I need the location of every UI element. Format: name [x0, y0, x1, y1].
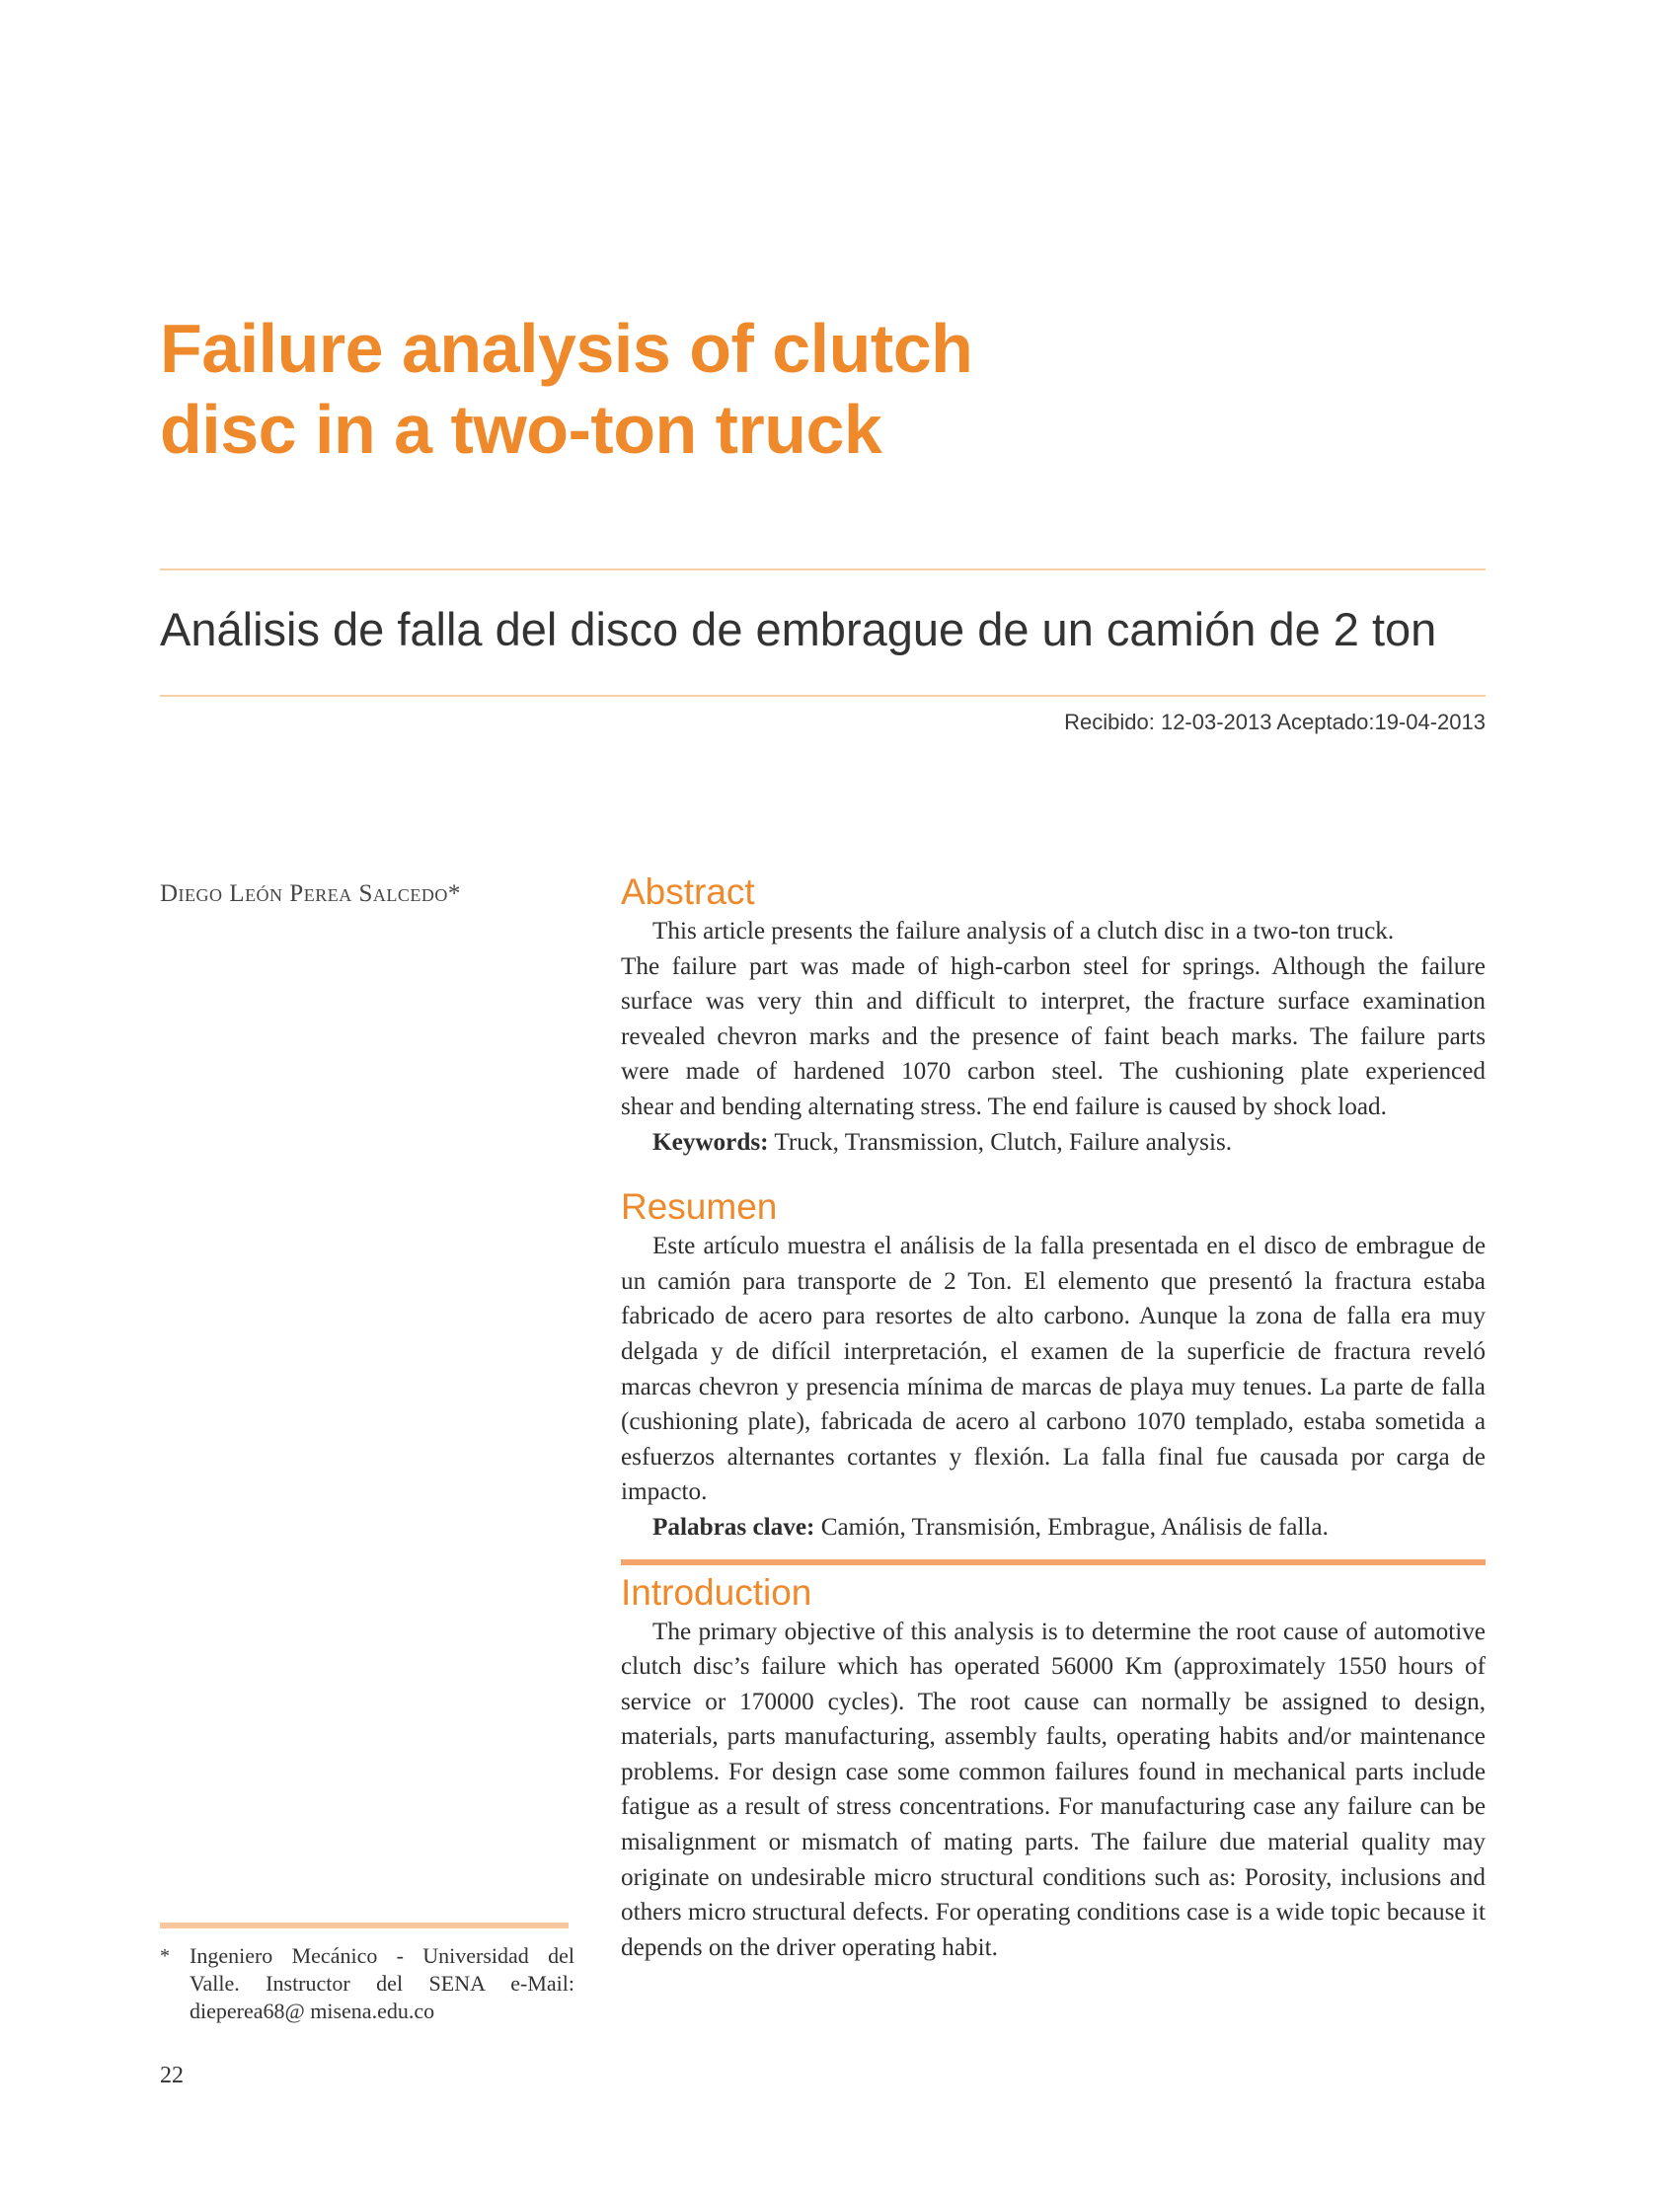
- resumen-section: [621, 1185, 1486, 1545]
- page-number: 22: [160, 2063, 184, 2088]
- abstract-line: The failure part was made of high-carbon steel for springs. Although the failure: [621, 952, 1486, 980]
- title-line-1: Failure analysis of clutch: [160, 310, 973, 387]
- divider-top: [160, 568, 1486, 570]
- palabras-clave-list: Camión, Transmisión, Embrague, Análisis de falla.: [814, 1513, 1329, 1541]
- keywords-list: Truck, Transmission, Clutch, Failure analysis.: [768, 1128, 1233, 1156]
- keywords-label: Keywords:: [652, 1128, 769, 1156]
- abstract-line: This article presents the failure analysis of a clutch disc in a two-ton truck.: [652, 918, 1395, 944]
- spanish-title: Análisis de falla del disco de embrague de un camión de 2 ton: [160, 603, 1437, 655]
- abstract-line: shear and bending alternating stress. The end failure is caused by shock load.: [621, 1093, 1387, 1120]
- main-column: [621, 870, 1486, 1965]
- title-line-2: disc in a two-ton truck: [160, 391, 882, 468]
- introduction-heading: Introduction: [621, 1571, 812, 1613]
- introduction-text: The primary objective of this analysis is to determine the root cause of automotive clutch disc’s failure which has operated 56000 Km (approximately 1550 hours of service or 170000 cycles). The root cause can normally be assigned to design, materials, parts manufacturing, assembly faults, operating habits and/or maintenance problems. For design case some common failures found in mechanical parts include fatigue as a result of stress concentrations. For manufacturing case any failure can be misalignment or mismatch of mating parts. The failure due material quality may originate on undesirable micro structural conditions such as: Porosity, inclusions and others micro structural defects. For operating conditions case is a wide topic because it depends on the driver operating habit.: [621, 1618, 1486, 1961]
- footnote-mark: *: [160, 1945, 170, 1967]
- footnote-text: Ingeniero Mecánico - Universidad del Valle. Instructor del SENA e-Mail: dieperea68@ misena.edu.co: [190, 1943, 574, 2023]
- abstract-section: [621, 870, 1486, 1160]
- author-footnote: [160, 1942, 574, 2025]
- author-name: Diego León Perea Salcedo*: [160, 880, 461, 907]
- abstract-keywords: [621, 1125, 1486, 1161]
- introduction-section: [621, 1571, 1486, 1966]
- abstract-line: were made of hardened 1070 carbon steel. The cushioning plate experienced: [621, 1058, 1486, 1086]
- resumen-keywords: [621, 1510, 1486, 1546]
- resumen-heading: Resumen: [621, 1186, 778, 1228]
- abstract-line: revealed chevron marks and the presence of faint beach marks. The failure parts: [621, 1022, 1486, 1050]
- section-divider-bar: [621, 1559, 1486, 1565]
- divider-bottom: [160, 695, 1486, 697]
- article-title: [160, 308, 1147, 470]
- resumen-text: Este artículo muestra el análisis de la falla presentada en el disco de embrague de un camión para transporte de 2 Ton. El elemento que presentó la fractura estaba fabricado de acero para resortes de alto carbono. Aunque la zona de falla era muy delgada y de difícil interpretación, el examen de la superficie de fractura reveló marcas chevron y presencia mínima de marcas de playa muy tenues. La parte de falla (cushioning plate), fabricada de acero al carbono 1070 templado, estaba sometida a esfuerzos alternantes cortantes y flexión. La falla final fue causada por carga de impacto.: [621, 1233, 1486, 1506]
- abstract-heading: Abstract: [621, 871, 755, 912]
- received-accepted-dates: Recibido: 12-03-2013 Aceptado:19-04-2013: [1064, 710, 1486, 734]
- footnote-rule: [160, 1923, 569, 1928]
- abstract-line: surface was very thin and difficult to interpret, the fracture surface examination: [621, 988, 1486, 1016]
- abstract-text: [621, 914, 1486, 1125]
- palabras-clave-label: Palabras clave:: [652, 1513, 815, 1541]
